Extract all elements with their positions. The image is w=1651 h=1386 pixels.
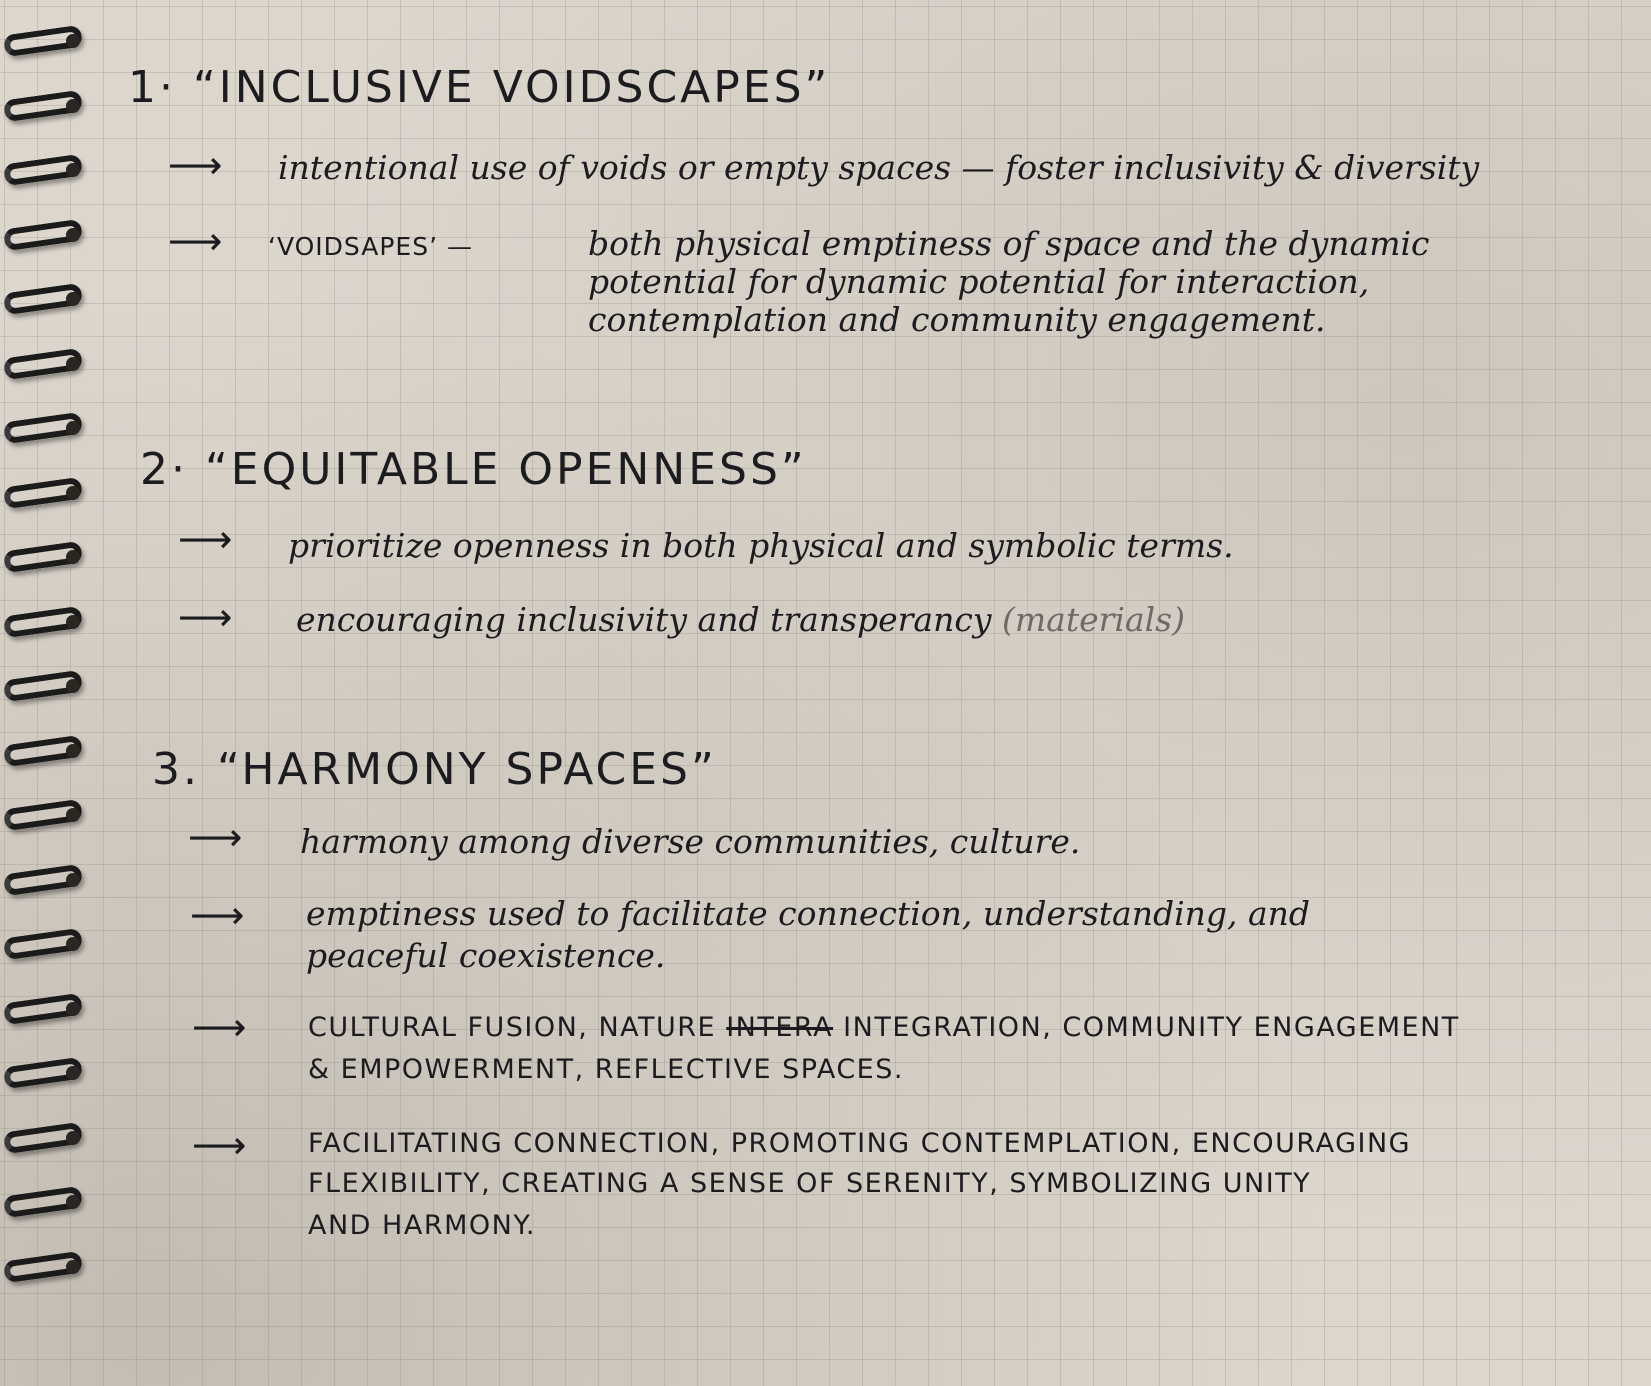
binding-hole [66,228,80,242]
binding-hole [66,937,80,951]
binding-hole [66,679,80,693]
section-2-item-2 [296,600,1185,639]
binding-hole [66,744,80,758]
arrow-icon: ⟶ [178,595,233,639]
binding-hole [66,873,80,887]
section-3-item-2-line-2: peaceful coexistence. [306,936,666,975]
binding-hole [66,1066,80,1080]
section-3-item-3-line-1 [308,1012,1460,1043]
section-1-heading: 1· “INCLUSIVE VOIDSCAPES” [128,62,831,113]
binding-hole [66,1260,80,1274]
arrow-icon: ⟶ [168,219,223,263]
section-3-item-3-line-2: & EMPOWERMENT, REFLECTIVE SPACES. [308,1054,904,1085]
binding-hole [66,486,80,500]
binding-hole [66,34,80,48]
section-3-item-3-pre: CULTURAL FUSION, NATURE [308,1012,717,1043]
section-1-item-2-label: ‘VOIDSAPES’ — [268,232,473,261]
binding-hole [66,615,80,629]
section-1-item-1: intentional use of voids or empty spaces — foster inclusivity & diversity [278,148,1480,187]
binding-hole [66,292,80,306]
section-1-item-2-line-2: potential for dynamic potential for interaction, [588,262,1370,301]
arrow-icon: ⟶ [178,517,233,561]
binding-hole [66,808,80,822]
binding-hole [66,421,80,435]
section-2-item-1: prioritize openness in both physical and symbolic terms. [288,526,1234,565]
section-2-heading: 2· “EQUITABLE OPENNESS” [140,444,807,495]
section-3-item-4-line-1: FACILITATING CONNECTION, PROMOTING CONTEMPLATION, ENCOURAGING [308,1128,1412,1159]
section-3-item-4-line-3: AND HARMONY. [308,1210,536,1241]
binding-hole [66,1002,80,1016]
arrow-icon: ⟶ [192,1123,247,1167]
arrow-icon: ⟶ [192,1005,247,1049]
binding-hole [66,99,80,113]
arrow-icon: ⟶ [190,893,245,937]
section-3-heading: 3. “HARMONY SPACES” [152,744,717,795]
spiral-binding [0,0,95,1386]
section-3-item-3-post: INTEGRATION, COMMUNITY ENGAGEMENT [843,1012,1460,1043]
section-2-item-2-text: encouraging inclusivity and transperancy [296,600,992,639]
binding-hole [66,357,80,371]
arrow-icon: ⟶ [188,815,243,859]
section-3-item-3-struck: INTERA [726,1012,834,1043]
section-2-item-2-note: (materials) [1001,600,1185,639]
section-3-item-1: harmony among diverse communities, culture. [300,822,1081,861]
section-1-item-2-line-3: contemplation and community engagement. [588,300,1326,339]
binding-hole [66,163,80,177]
section-1-item-2-line-1: both physical emptiness of space and the dynamic [588,224,1430,263]
binding-hole [66,550,80,564]
binding-hole [66,1195,80,1209]
section-3-item-2-line-1: emptiness used to facilitate connection, understanding, and [306,894,1311,933]
arrow-icon: ⟶ [168,143,223,187]
section-3-item-4-line-2: FLEXIBILITY, CREATING A SENSE OF SERENITY, SYMBOLIZING UNITY [308,1168,1312,1199]
binding-hole [66,1131,80,1145]
